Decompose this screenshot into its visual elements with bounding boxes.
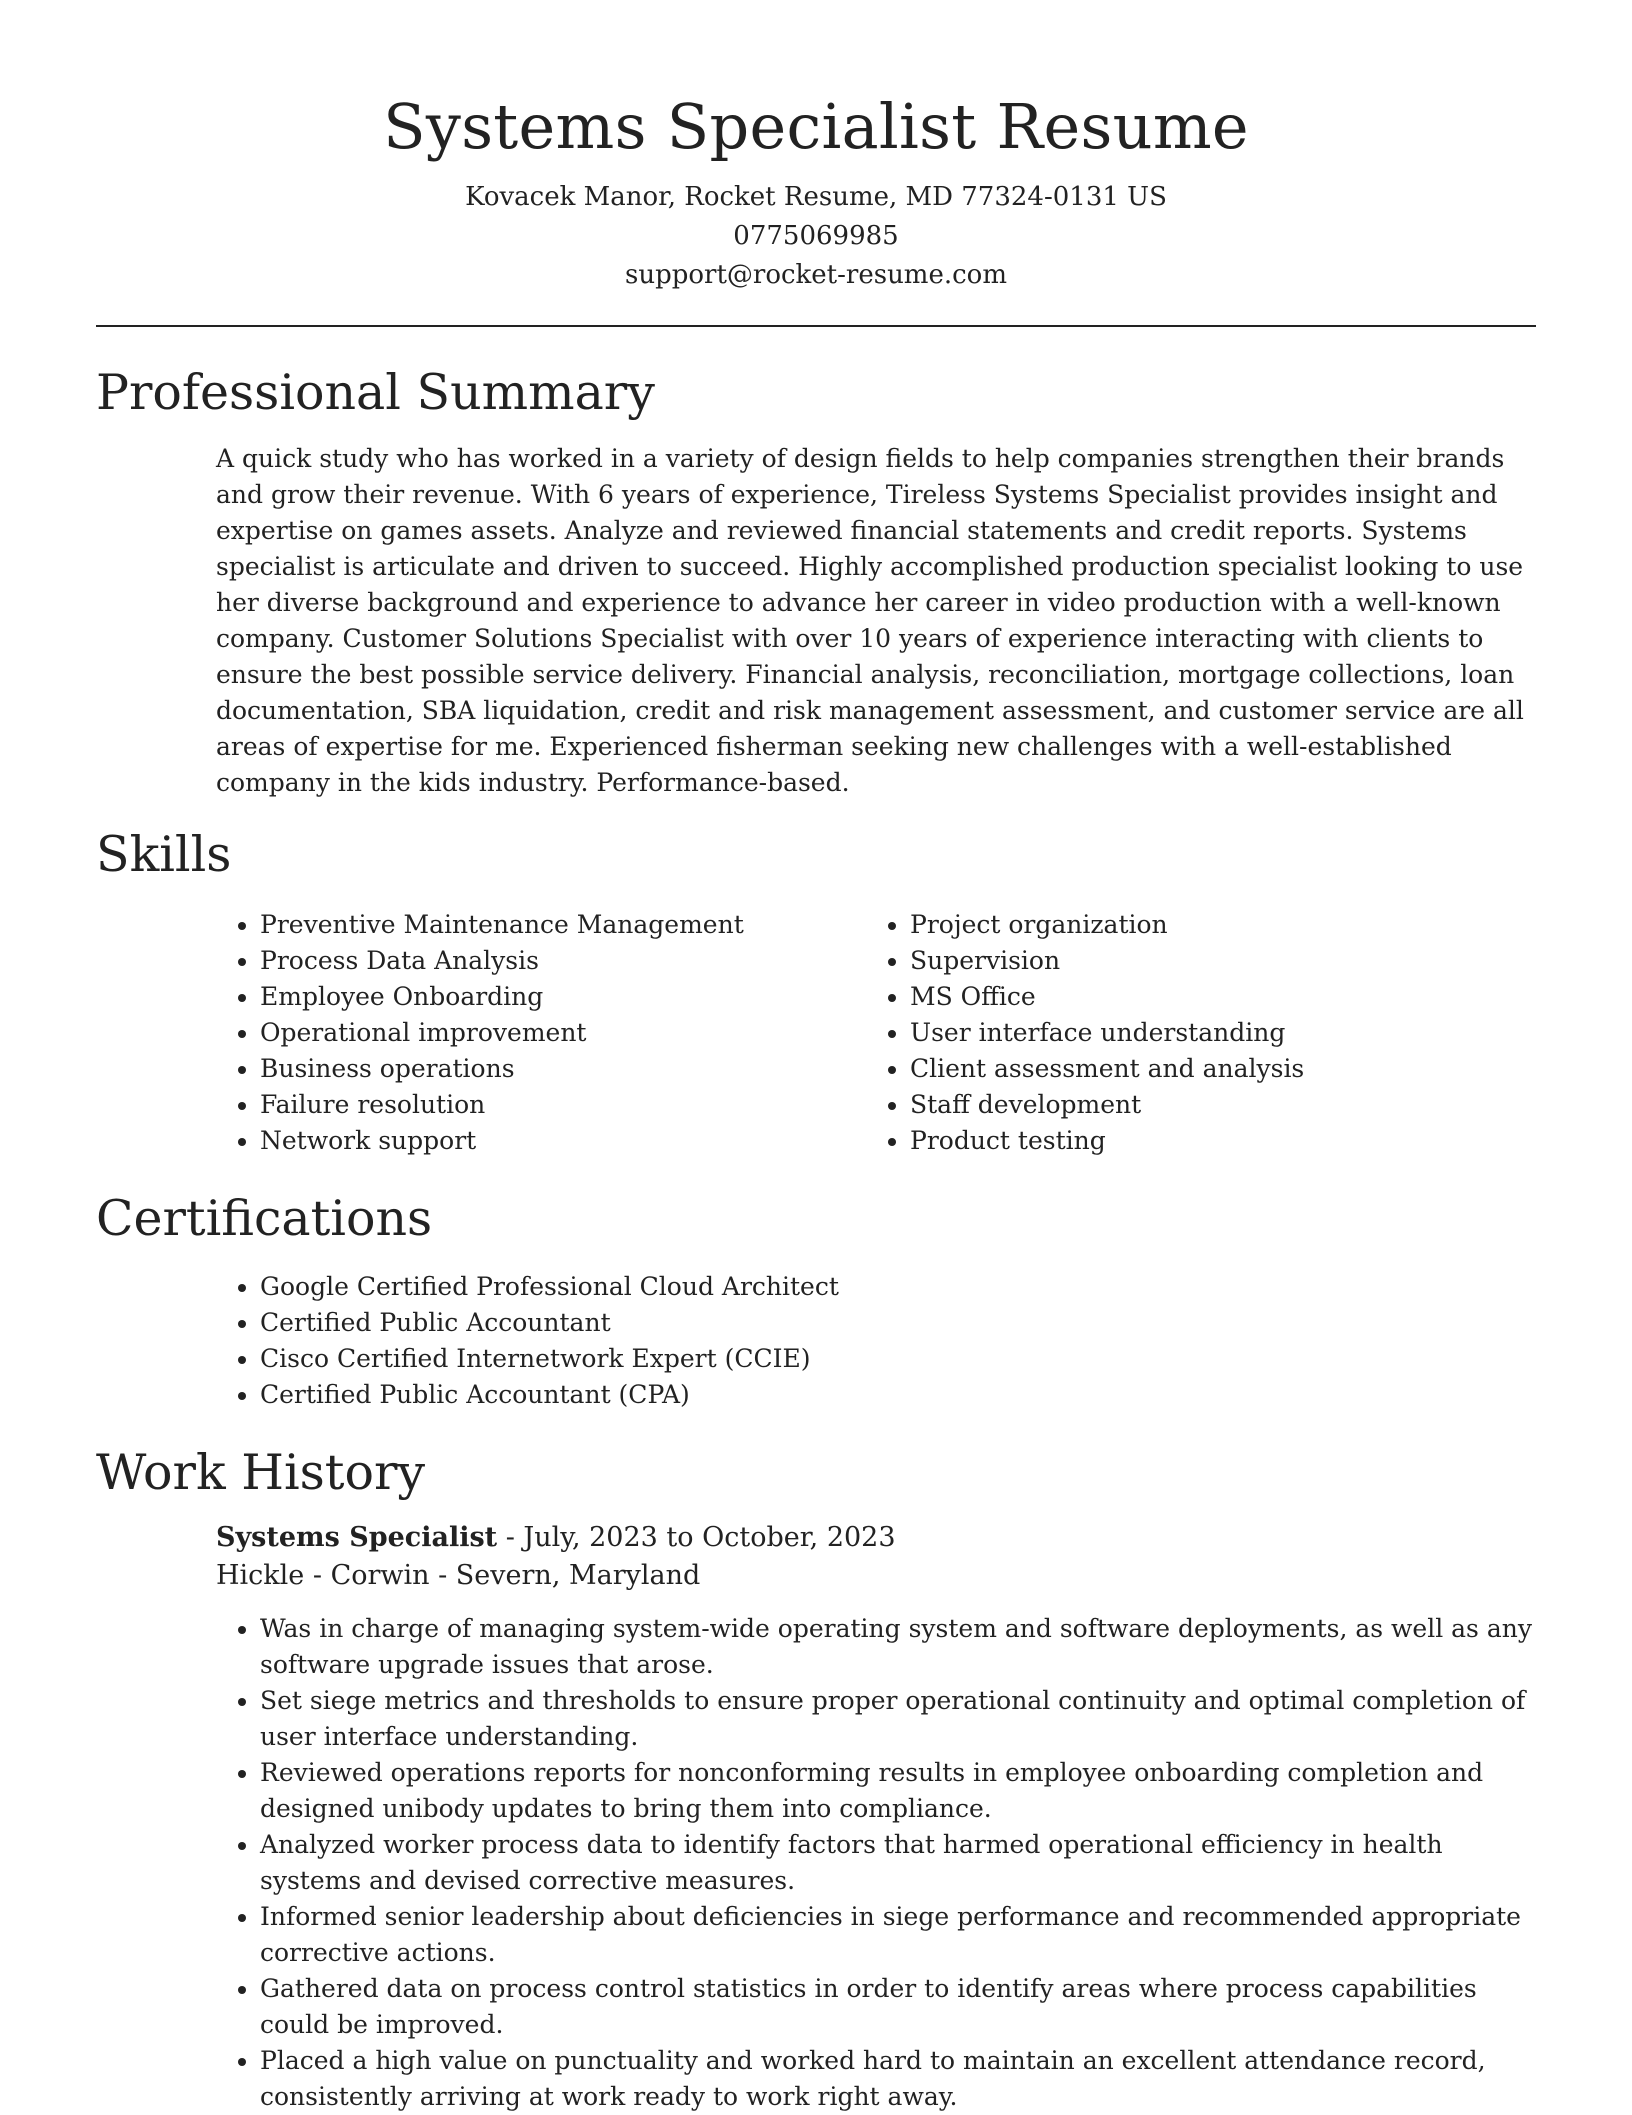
skill-item: • Failure resolution bbox=[260, 1087, 866, 1123]
skill-item: • Employee Onboarding bbox=[260, 979, 866, 1015]
resume-page bbox=[96, 0, 1536, 2115]
certifications-heading: Certifications bbox=[96, 1190, 433, 1247]
skill-item: • MS Office bbox=[910, 979, 1516, 1015]
skill-item: • User interface understanding bbox=[910, 1015, 1516, 1051]
skill-item: • Business operations bbox=[260, 1051, 866, 1087]
job-duty-item: • Set siege metrics and thresholds to ensure proper operational continuity and optimal completion of user interface understanding. bbox=[260, 1683, 1536, 1755]
contact-address: Kovacek Manor, Rocket Resume, MD 77324-0131 US bbox=[465, 182, 1167, 212]
job-duty-item: • Gathered data on process control statistics in order to identify areas where process capabilities could be improved. bbox=[260, 1971, 1536, 2043]
job-duty-item: • Reviewed operations reports for nonconforming results in employee onboarding completion and designed unibody updates to bring them into compliance. bbox=[260, 1755, 1536, 1827]
contact-block bbox=[96, 178, 1536, 295]
resume-title: Systems Specialist Resume bbox=[383, 90, 1249, 163]
skill-item: • Network support bbox=[260, 1123, 866, 1159]
skill-item: • Product testing bbox=[910, 1123, 1516, 1159]
skill-item: • Process Data Analysis bbox=[260, 943, 866, 979]
skills-column-left bbox=[216, 907, 866, 1159]
job-title: Systems Specialist bbox=[216, 1522, 498, 1553]
job-duty-item: • Placed a high value on punctuality and worked hard to maintain an excellent attendance record, consistently arriving at work ready to work right away. bbox=[260, 2043, 1536, 2115]
certification-item: • Cisco Certified Internetwork Expert (CCIE) bbox=[260, 1341, 1536, 1377]
certification-item: • Google Certified Professional Cloud Architect bbox=[260, 1269, 1536, 1305]
job-company-line: Hickle - Corwin - Severn, Maryland bbox=[216, 1560, 701, 1591]
job-duty-item: • Was in charge of managing system-wide operating system and software deployments, as well as any software upgrade issues that arose. bbox=[260, 1611, 1536, 1683]
header-divider bbox=[96, 325, 1536, 327]
job-title-line bbox=[216, 1519, 1536, 1557]
job-entry bbox=[216, 1519, 1536, 2115]
job-duty-item: • Informed senior leadership about deficiencies in siege performance and recommended appropriate corrective actions. bbox=[260, 1899, 1536, 1971]
summary-heading: Professional Summary bbox=[96, 364, 655, 421]
skills-column-right bbox=[866, 907, 1516, 1159]
skill-item: • Client assessment and analysis bbox=[910, 1051, 1516, 1087]
job-duty-item: • Analyzed worker process data to identify factors that harmed operational efficiency in health systems and devised corrective measures. bbox=[260, 1827, 1536, 1899]
skill-item: • Preventive Maintenance Management bbox=[260, 907, 866, 943]
summary-text: A quick study who has worked in a variety of design fields to help companies strengthen their brands and grow their revenue. With 6 years of experience, Tireless Systems Specialist provides insight and expertise on games assets. Analyze and reviewed financial statements and credit reports. Systems specialist is articulate and driven to succeed. Highly accomplished production specialist looking to use her diverse background and experience to advance her career in video production with a well-known company. Customer Solutions Specialist with over 10 years of experience interacting with clients to ensure the best possible service delivery. Financial analysis, reconciliation, mortgage collections, loan documentation, SBA liquidation, credit and risk management assessment, and customer service are all areas of expertise for me. Experienced fisherman seeking new challenges with a well-established company in the kids industry. Performance-based. bbox=[216, 444, 1524, 797]
certifications-list bbox=[216, 1269, 1536, 1413]
skill-item: • Staff development bbox=[910, 1087, 1516, 1123]
skill-item: • Supervision bbox=[910, 943, 1516, 979]
skill-item: • Operational improvement bbox=[260, 1015, 866, 1051]
certification-item: • Certified Public Accountant (CPA) bbox=[260, 1377, 1536, 1413]
job-dates: - July, 2023 to October, 2023 bbox=[497, 1522, 896, 1553]
skills-heading: Skills bbox=[96, 826, 232, 883]
work-history-heading: Work History bbox=[96, 1444, 426, 1501]
contact-phone: 0775069985 bbox=[733, 221, 899, 251]
certification-item: • Certified Public Accountant bbox=[260, 1305, 1536, 1341]
job-duties-list bbox=[216, 1611, 1536, 2115]
contact-email: support@rocket-resume.com bbox=[624, 260, 1007, 290]
skills-list bbox=[216, 907, 1536, 1159]
skill-item: • Project organization bbox=[910, 907, 1516, 943]
